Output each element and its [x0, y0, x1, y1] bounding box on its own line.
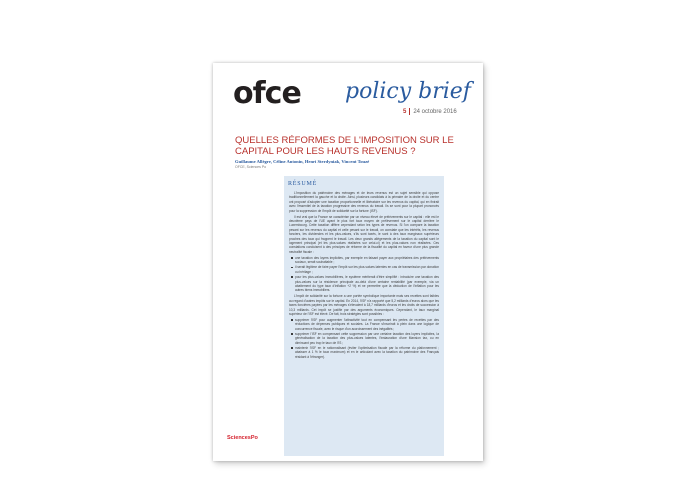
issue-date: 24 octobre 2016	[413, 109, 457, 116]
issue-line	[403, 108, 457, 115]
summary-bullet: pour les plus-values immobilières, le système mériterait d'être simplifié : introduire une taxation des plus-values sur la résidence principale au-delà d'une certaine rentabilité (par exemple, via un abattement du type taux d'inflation +2 %) et ne permettre que la déduction de l'inflation pour les autres biens immobiliers.	[295, 275, 439, 293]
sciencespo-logo: SciencesPo	[227, 435, 258, 441]
summary-paragraph: Il est vrai que la France se caractérise par un niveau élevé de prélèvements sur le capital : elle est le deuxième pays de l'UE ayant le plus fort taux moyen de prélèvement sur le capital derrière le Luxembourg. Cette taxation diffère cependant selon les types de revenus. Si l'on compare la taxation pesant sur les revenus du capital et celle pesant sur le travail, on constate que les intérêts, les revenus fonciers, les dividendes et les plus-values, s'ils sont taxés, le sont à des taux marginaux supérieurs proches des taux qui frappent le travail. Les deux grands allègements de la taxation du capital sont le logement principal (et les plus-values réalisées sur celui-ci) et les plus-values non réalisées. Ces constations conduisent à des principes de réforme de la fiscalité du capital en faveur d'une plus grande neutralité fiscale :	[289, 214, 439, 254]
ofce-logo: ofce	[233, 76, 301, 111]
series-title: policy brief	[345, 79, 471, 104]
article-title: QUELLES RÉFORMES DE L'IMPOSITION SUR LE CAPITAL POUR LES HAUTS REVENUS ?	[235, 135, 454, 157]
summary-paragraph: L'impôt de solidarité sur la fortune a une portée symbolique importante mais ses recettes sont faibles au regard d'autres impôts sur le capital. En 2014, l'ISF n'a rapporté que 5,2 milliards d'euros alors que les taxes foncières payées par les ménages s'élevaient à 18,7 milliards d'euros et les droits de succession à 10,3 milliards. Cet impôt se justifie par des arguments économiques. Cependant, le taux marginal supérieur de l'ISF est élevé. De fait, trois stratégies sont possibles :	[289, 294, 439, 316]
summary-paragraph: L'imposition du patrimoine des ménages et de leurs revenus est un sujet sensible qui oppose traditionnellement la gauche et la droite. Ainsi, plusieurs candidats à la primaire de la droite et du centre ont proposé d'adopter une taxation proportionnelle et libératoire sur les revenus du capital, qui en finirait avec l'essentiel de la taxation progressive des revenus du travail. Ils se sont pour la plupart prononcés pour la suppression de l'impôt de solidarité sur la fortune (ISF).	[289, 191, 439, 213]
article-authors: Guillaume Allègre, Céline Antonin, Henri Sterdyniak, Vincent Touzé	[235, 159, 370, 164]
summary-bullet: supprimer l'ISF pour augmenter l'attractivité tout en compensant les pertes de recettes par des réductions de dépenses publiques et sociales. La France s'inscrirait à plein dans une logique de concurrence fiscale, avec le risque d'un accroissement des inégalités ;	[295, 317, 439, 331]
issue-divider	[409, 108, 410, 115]
summary-bullet: une taxation des loyers implicites, par exemple en faisant payer aux propriétaires des prélèvements sociaux, serait souhaitable ;	[295, 255, 439, 265]
summary-bullet: supprimer l'ISF en compensant cette suppression par une certaine taxation des loyers implicites, la généralisation de la taxation des plus-values latentes, l'instauration d'une Mansion tax, ou en diminuant peu trop le taux de l'IS ;	[295, 331, 439, 345]
summary-bullet-list	[289, 256, 439, 293]
summary-box	[284, 176, 444, 456]
policy-brief-cover	[213, 63, 483, 461]
summary-bullet: il serait légitime de faire payer l'impôt sur les plus-values latentes en cas de transmission par donation ou héritage ;	[295, 265, 439, 274]
summary-label: RÉSUMÉ	[288, 181, 318, 187]
author-affiliation: OFCE, Sciences Po	[235, 165, 267, 169]
summary-bullet: maintenir l'ISF en le rationnalisant (éviter l'optimisation fiscale par la réforme du plafonnement ; abaisser à 1 % le taux maximum) et en le articulant avec la taxation du patrimoine des Français résidant à l'étranger).	[295, 345, 439, 359]
summary-body	[289, 191, 439, 361]
issue-number: 5	[403, 109, 407, 116]
summary-bullet-list	[289, 318, 439, 359]
